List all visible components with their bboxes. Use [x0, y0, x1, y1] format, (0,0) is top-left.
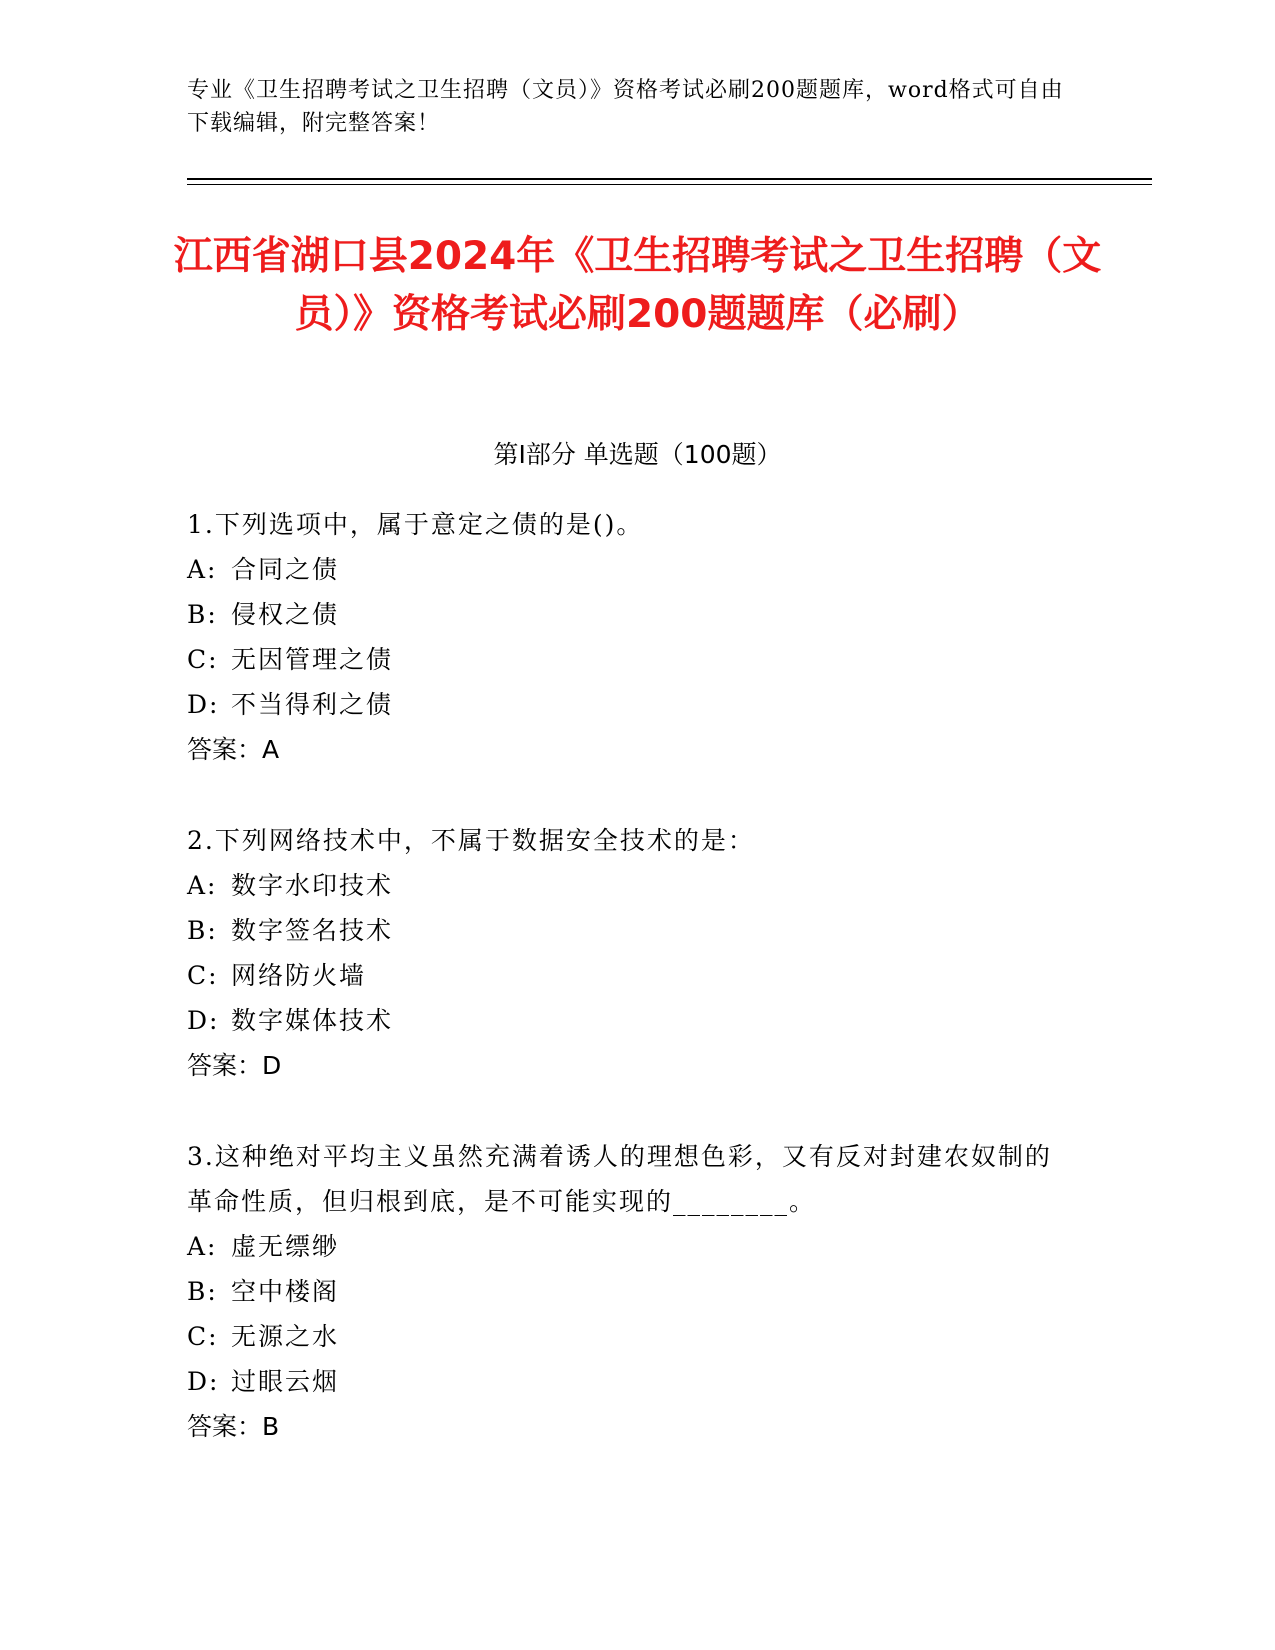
answer-line — [187, 727, 1087, 772]
option-text: 过眼云烟 — [231, 1367, 340, 1396]
header-divider-thick — [187, 178, 1152, 180]
option-b — [187, 592, 1087, 637]
question-stem: 1.下列选项中，属于意定之债的是()。 — [187, 510, 644, 539]
option-c — [187, 637, 1087, 682]
option-letter: D: — [187, 1006, 220, 1035]
answer-label: 答案： — [187, 735, 263, 764]
option-text: 无因管理之债 — [231, 645, 394, 674]
option-text: 数字水印技术 — [231, 871, 394, 900]
question-stem: 2.下列网络技术中，不属于数据安全技术的是： — [187, 826, 755, 855]
option-text: 不当得利之债 — [231, 690, 394, 719]
option-text: 数字媒体技术 — [231, 1006, 394, 1035]
option-letter: B: — [187, 916, 218, 945]
answer-value: A — [262, 735, 280, 764]
option-letter: C: — [187, 961, 219, 990]
option-a — [187, 1224, 1087, 1269]
option-letter: D: — [187, 1367, 220, 1396]
option-d — [187, 1359, 1087, 1404]
option-letter: D: — [187, 690, 220, 719]
option-letter: C: — [187, 645, 219, 674]
answer-value: B — [262, 1412, 280, 1441]
option-c — [187, 953, 1087, 998]
question-stem: 3.这种绝对平均主义虽然充满着诱人的理想色彩，又有反对封建农奴制的革命性质，但归根到底，是不可能实现的________。 — [187, 1142, 1052, 1216]
option-a — [187, 863, 1087, 908]
question-3 — [187, 1134, 1087, 1449]
option-letter: A: — [187, 1232, 218, 1261]
option-letter: C: — [187, 1322, 219, 1351]
header-note: 专业《卫生招聘考试之卫生招聘（文员）》资格考试必刷200题题库，word格式可自由下载编辑，附完整答案！ — [187, 78, 1064, 136]
option-text: 无源之水 — [231, 1322, 340, 1351]
option-d — [187, 682, 1087, 727]
header-divider-thin — [187, 184, 1152, 185]
option-letter: A: — [187, 871, 218, 900]
question-1 — [187, 502, 1087, 772]
option-text: 数字签名技术 — [231, 916, 394, 945]
option-letter: B: — [187, 600, 218, 629]
option-text: 合同之债 — [231, 555, 340, 584]
option-b — [187, 908, 1087, 953]
option-text: 网络防火墙 — [231, 961, 367, 990]
option-letter: B: — [187, 1277, 218, 1306]
option-text: 空中楼阁 — [231, 1277, 340, 1306]
option-letter: A: — [187, 555, 218, 584]
option-b — [187, 1269, 1087, 1314]
answer-label: 答案： — [187, 1051, 263, 1080]
option-c — [187, 1314, 1087, 1359]
option-d — [187, 998, 1087, 1043]
document-title: 江西省湖口县2024年《卫生招聘考试之卫生招聘（文员）》资格考试必刷200题题库（必刷） — [173, 234, 1102, 337]
section-heading: 第I部分 单选题（100题） — [493, 440, 782, 469]
answer-line — [187, 1043, 1087, 1088]
answer-label: 答案： — [187, 1412, 263, 1441]
question-2 — [187, 818, 1087, 1088]
answer-value: D — [262, 1051, 282, 1080]
option-a — [187, 547, 1087, 592]
answer-line — [187, 1404, 1087, 1449]
option-text: 侵权之债 — [231, 600, 340, 629]
option-text: 虚无缥缈 — [231, 1232, 340, 1261]
